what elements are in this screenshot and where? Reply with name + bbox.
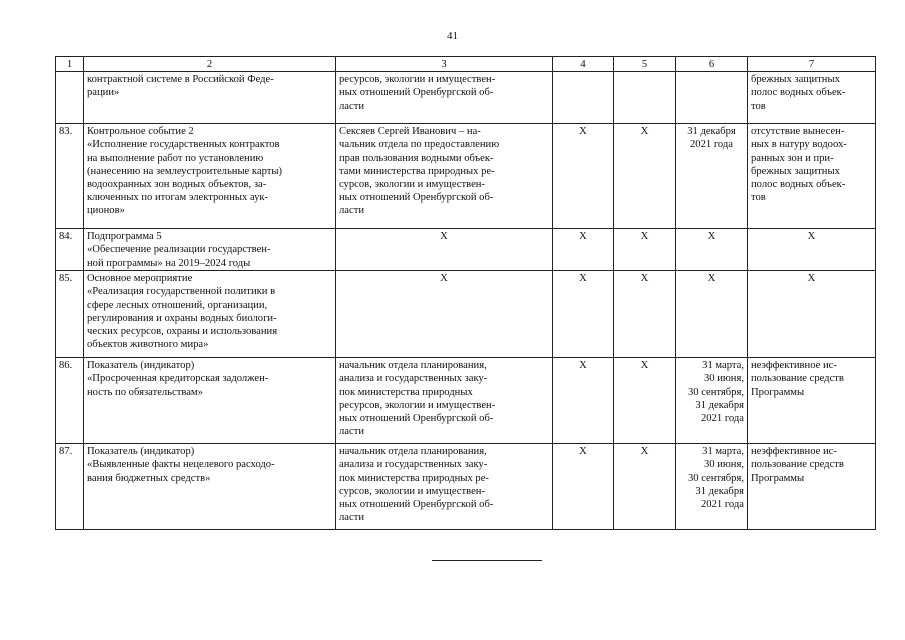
row-number: 84. (56, 229, 84, 271)
row-risk: брежных защитных полос водных объек- тов (751, 74, 846, 112)
table-row (56, 124, 876, 229)
row-responsible: начальник отдела планирования, анализа и государственных заку- пок министерства природных ре- сурсов, экологии и имуществен- ных отношений Оренбургской об- ласти (339, 446, 494, 524)
column-header: 7 (748, 57, 876, 72)
row-responsible: Сексяев Сергей Иванович – на- чальник отдела по предоставлению прав пользования водными объек- тами министерства природных ре- сурсов, экологии и имуществен- ных отношений Оренбургской об- ласти (339, 126, 500, 217)
row-responsible: X (336, 229, 553, 271)
row-number: 86. (56, 358, 84, 444)
row-risk: отсутствие вынесен- ных в натуру водоох- ранных зон и при- брежных защитных полос водных объек- тов (751, 126, 847, 204)
row-risk: X (748, 271, 876, 358)
row-number: 87. (56, 444, 84, 530)
row-date: X (676, 229, 748, 271)
row-col5: X (614, 229, 676, 271)
column-header: 6 (676, 57, 748, 72)
plan-table (55, 56, 876, 530)
column-header: 3 (336, 57, 553, 72)
row-name: контрактной системе в Российской Феде- рации» (87, 74, 274, 99)
row-risk: неэффективное ис- пользование средств Программы (751, 360, 844, 398)
page-number: 41 (447, 30, 458, 42)
table-row (56, 271, 876, 358)
row-number: 85. (56, 271, 84, 358)
row-date: 31 декабря 2021 года (687, 126, 736, 151)
column-header: 2 (84, 57, 336, 72)
row-name: Показатель (индикатор) «Выявленные факты нецелевого расходо- вания бюджетных средств» (87, 446, 275, 484)
row-number (56, 72, 84, 124)
row-col5: X (614, 124, 676, 229)
row-name: Основное мероприятие «Реализация государственной политики в сфере лесных отношений, организации, регулирования и охраны водных биологи- ческих ресурсов, охраны и использования объектов животного мира» (87, 273, 278, 351)
row-number: 83. (56, 124, 84, 229)
column-header: 5 (614, 57, 676, 72)
table-header-row (56, 57, 876, 72)
row-col4: X (553, 229, 614, 271)
row-col5: X (614, 358, 676, 444)
row-name: Подпрограмма 5 «Обеспечение реализации государствен- ной программы» на 2019–2024 годы (87, 231, 271, 269)
row-col5: X (614, 444, 676, 530)
row-date: 31 марта, 30 июня, 30 сентября, 31 декабря 2021 года (687, 360, 744, 425)
row-risk: X (748, 229, 876, 271)
table-row (56, 72, 876, 124)
row-col4: X (553, 124, 614, 229)
footer-divider (432, 560, 542, 561)
row-date: X (676, 271, 748, 358)
row-col4: X (553, 271, 614, 358)
row-col5: X (614, 271, 676, 358)
row-col5 (614, 72, 676, 124)
row-responsible: X (336, 271, 553, 358)
row-risk: неэффективное ис- пользование средств Программы (751, 446, 844, 484)
row-name: Показатель (индикатор) «Просроченная кредиторская задолжен- ность по обязательствам» (87, 360, 269, 398)
column-header: 4 (553, 57, 614, 72)
row-responsible: ресурсов, экологии и имуществен- ных отношений Оренбургской об- ласти (339, 74, 496, 112)
column-header: 1 (56, 57, 84, 72)
table-row (56, 358, 876, 444)
row-col4: X (553, 358, 614, 444)
row-responsible: начальник отдела планирования, анализа и государственных заку- пок министерства природных ресурсов, экологии и имуществен- ных отношений Оренбургской об- ласти (339, 360, 496, 438)
table-row (56, 229, 876, 271)
row-col4: X (553, 444, 614, 530)
row-col4 (553, 72, 614, 124)
row-name: Контрольное событие 2 «Исполнение государственных контрактов на выполнение работ по установлению (нанесению на землеустроительные карты) водоохранных зон водных объектов, за- ключенных по итогам электронных аук- ционов» (87, 126, 283, 217)
table-row (56, 444, 876, 530)
row-date: 31 марта, 30 июня, 30 сентября, 31 декабря 2021 года (687, 446, 744, 511)
